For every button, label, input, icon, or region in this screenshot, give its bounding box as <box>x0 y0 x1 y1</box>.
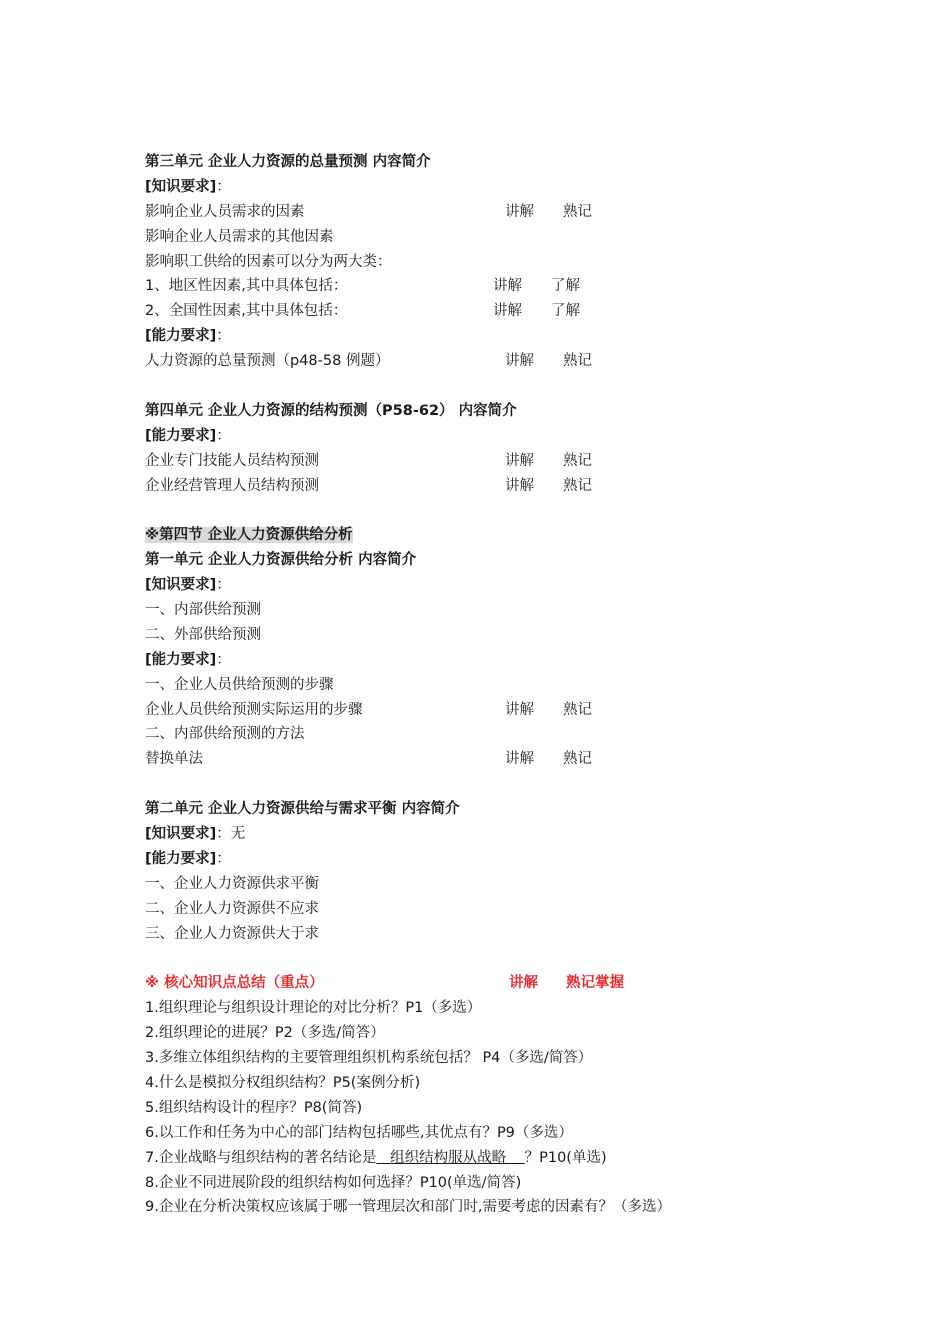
item-text: 企业专门技能人员结构预测 <box>145 452 319 469</box>
s4unit2-knowledge-heading <box>145 822 845 847</box>
document-page <box>145 150 845 1220</box>
level-understand: 了解 <box>551 303 580 320</box>
spacer <box>145 498 845 523</box>
list-item: 三、企业人力资源供大于求 <box>145 925 319 942</box>
level-memorize: 熟记 <box>563 701 592 718</box>
list-item <box>145 698 845 723</box>
question-item: 6.以工作和任务为中心的部门结构包括哪些,其优点有？P9（多选） <box>145 1124 573 1141</box>
list-item <box>145 299 845 324</box>
list-item: 一、企业人员供给预测的步骤 <box>145 676 334 693</box>
list-item: 二、内部供给预测的方法 <box>145 726 305 743</box>
summary-col-master: 熟记掌握 <box>566 975 624 992</box>
list-item: 二、外部供给预测 <box>145 626 261 643</box>
list-item <box>145 200 845 225</box>
colon: ： <box>216 328 231 345</box>
question-item <box>145 1146 845 1171</box>
level-understand: 了解 <box>551 278 580 295</box>
colon: ： <box>216 577 231 594</box>
list-item <box>145 274 845 299</box>
colon: ： <box>216 850 231 867</box>
list-item: 一、内部供给预测 <box>145 602 261 619</box>
question-text: 7.企业战略与组织结构的著名结论是 <box>145 1149 377 1166</box>
item-text: 人力资源的总量预测（p48-58 例题） <box>145 353 390 370</box>
spacer <box>145 947 845 972</box>
level-memorize: 熟记 <box>563 353 592 370</box>
ability-label: [能力要求] <box>145 651 217 668</box>
level-explain: 讲解 <box>505 751 534 768</box>
colon: ： <box>216 651 231 668</box>
summary-title: ※ 核心知识点总结（重点） <box>145 975 324 992</box>
question-item: 8.企业不同进展阶段的组织结构如何选择？P10(单选/简答) <box>145 1174 522 1191</box>
item-text: 企业经营管理人员结构预测 <box>145 477 319 494</box>
list-item <box>145 747 845 772</box>
level-explain: 讲解 <box>493 278 522 295</box>
list-item: 影响职工供给的因素可以分为两大类： <box>145 253 392 270</box>
unit3-knowledge-heading <box>145 175 845 200</box>
item-text: 企业人员供给预测实际运用的步骤 <box>145 701 363 718</box>
question-text: ？P10(单选) <box>524 1149 607 1166</box>
s4unit1-title: 第一单元 企业人力资源供给分析 内容简介 <box>145 552 417 569</box>
ability-label: [能力要求] <box>145 328 217 345</box>
summary-heading <box>145 971 845 996</box>
list-item: 一、企业人力资源供求平衡 <box>145 875 319 892</box>
item-text: 影响企业人员需求的因素 <box>145 203 305 220</box>
spacer <box>145 374 845 399</box>
list-item: 影响企业人员需求的其他因素 <box>145 228 334 245</box>
summary-col-explain: 讲解 <box>509 975 538 992</box>
level-memorize: 熟记 <box>563 751 592 768</box>
unit3-title: 第三单元 企业人力资源的总量预测 内容简介 <box>145 154 431 170</box>
level-memorize: 熟记 <box>563 452 592 469</box>
answer-blank: 组织结构服从战略 <box>376 1149 525 1166</box>
level-explain: 讲解 <box>505 701 534 718</box>
level-explain: 讲解 <box>505 203 534 220</box>
spacer <box>145 772 845 797</box>
knowledge-label: [知识要求] <box>145 826 217 843</box>
item-text: 替换单法 <box>145 751 203 768</box>
s4unit2-ability-heading <box>145 847 845 872</box>
ability-label: [能力要求] <box>145 850 217 867</box>
list-item <box>145 474 845 499</box>
level-explain: 讲解 <box>505 477 534 494</box>
question-item: 1.组织理论与组织设计理论的对比分析？P1（多选） <box>145 1000 482 1017</box>
level-explain: 讲解 <box>505 452 534 469</box>
level-memorize: 熟记 <box>563 203 592 220</box>
knowledge-value: ：无 <box>216 826 246 843</box>
list-item <box>145 449 845 474</box>
s4unit1-ability-heading <box>145 648 845 673</box>
list-item <box>145 349 845 374</box>
level-explain: 讲解 <box>505 353 534 370</box>
question-item: 3.多维立体组织结构的主要管理组织机构系统包括？ P4（多选/简答） <box>145 1050 593 1067</box>
knowledge-label: [知识要求] <box>145 178 217 195</box>
unit3-ability-heading <box>145 324 845 349</box>
unit4-title: 第四单元 企业人力资源的结构预测（P58-62） 内容简介 <box>145 402 517 419</box>
level-explain: 讲解 <box>493 303 522 320</box>
colon: ： <box>216 427 231 444</box>
knowledge-label: [知识要求] <box>145 577 217 594</box>
ability-label: [能力要求] <box>145 427 217 444</box>
question-item: 2.组织理论的进展？P2（多选/简答） <box>145 1025 385 1042</box>
question-item: 9.企业在分析决策权应该属于哪一管理层次和部门时,需要考虑的因素有？（多选） <box>145 1199 671 1216</box>
section4-title: ※第四节 企业人力资源供给分析 <box>145 527 353 544</box>
question-item: 4.什么是模拟分权组织结构？P5(案例分析) <box>145 1074 421 1091</box>
list-item: 二、企业人力资源供不应求 <box>145 900 319 917</box>
item-text: 1、地区性因素,其中具体包括： <box>145 278 348 295</box>
s4unit2-title: 第二单元 企业人力资源供给与需求平衡 内容简介 <box>145 801 460 818</box>
colon: ： <box>216 178 231 195</box>
question-item: 5.组织结构设计的程序？P8(简答) <box>145 1099 363 1116</box>
level-memorize: 熟记 <box>563 477 592 494</box>
s4unit1-knowledge-heading <box>145 573 845 598</box>
unit4-ability-heading <box>145 424 845 449</box>
section4-heading <box>145 523 845 548</box>
item-text: 2、全国性因素,其中具体包括： <box>145 303 348 320</box>
